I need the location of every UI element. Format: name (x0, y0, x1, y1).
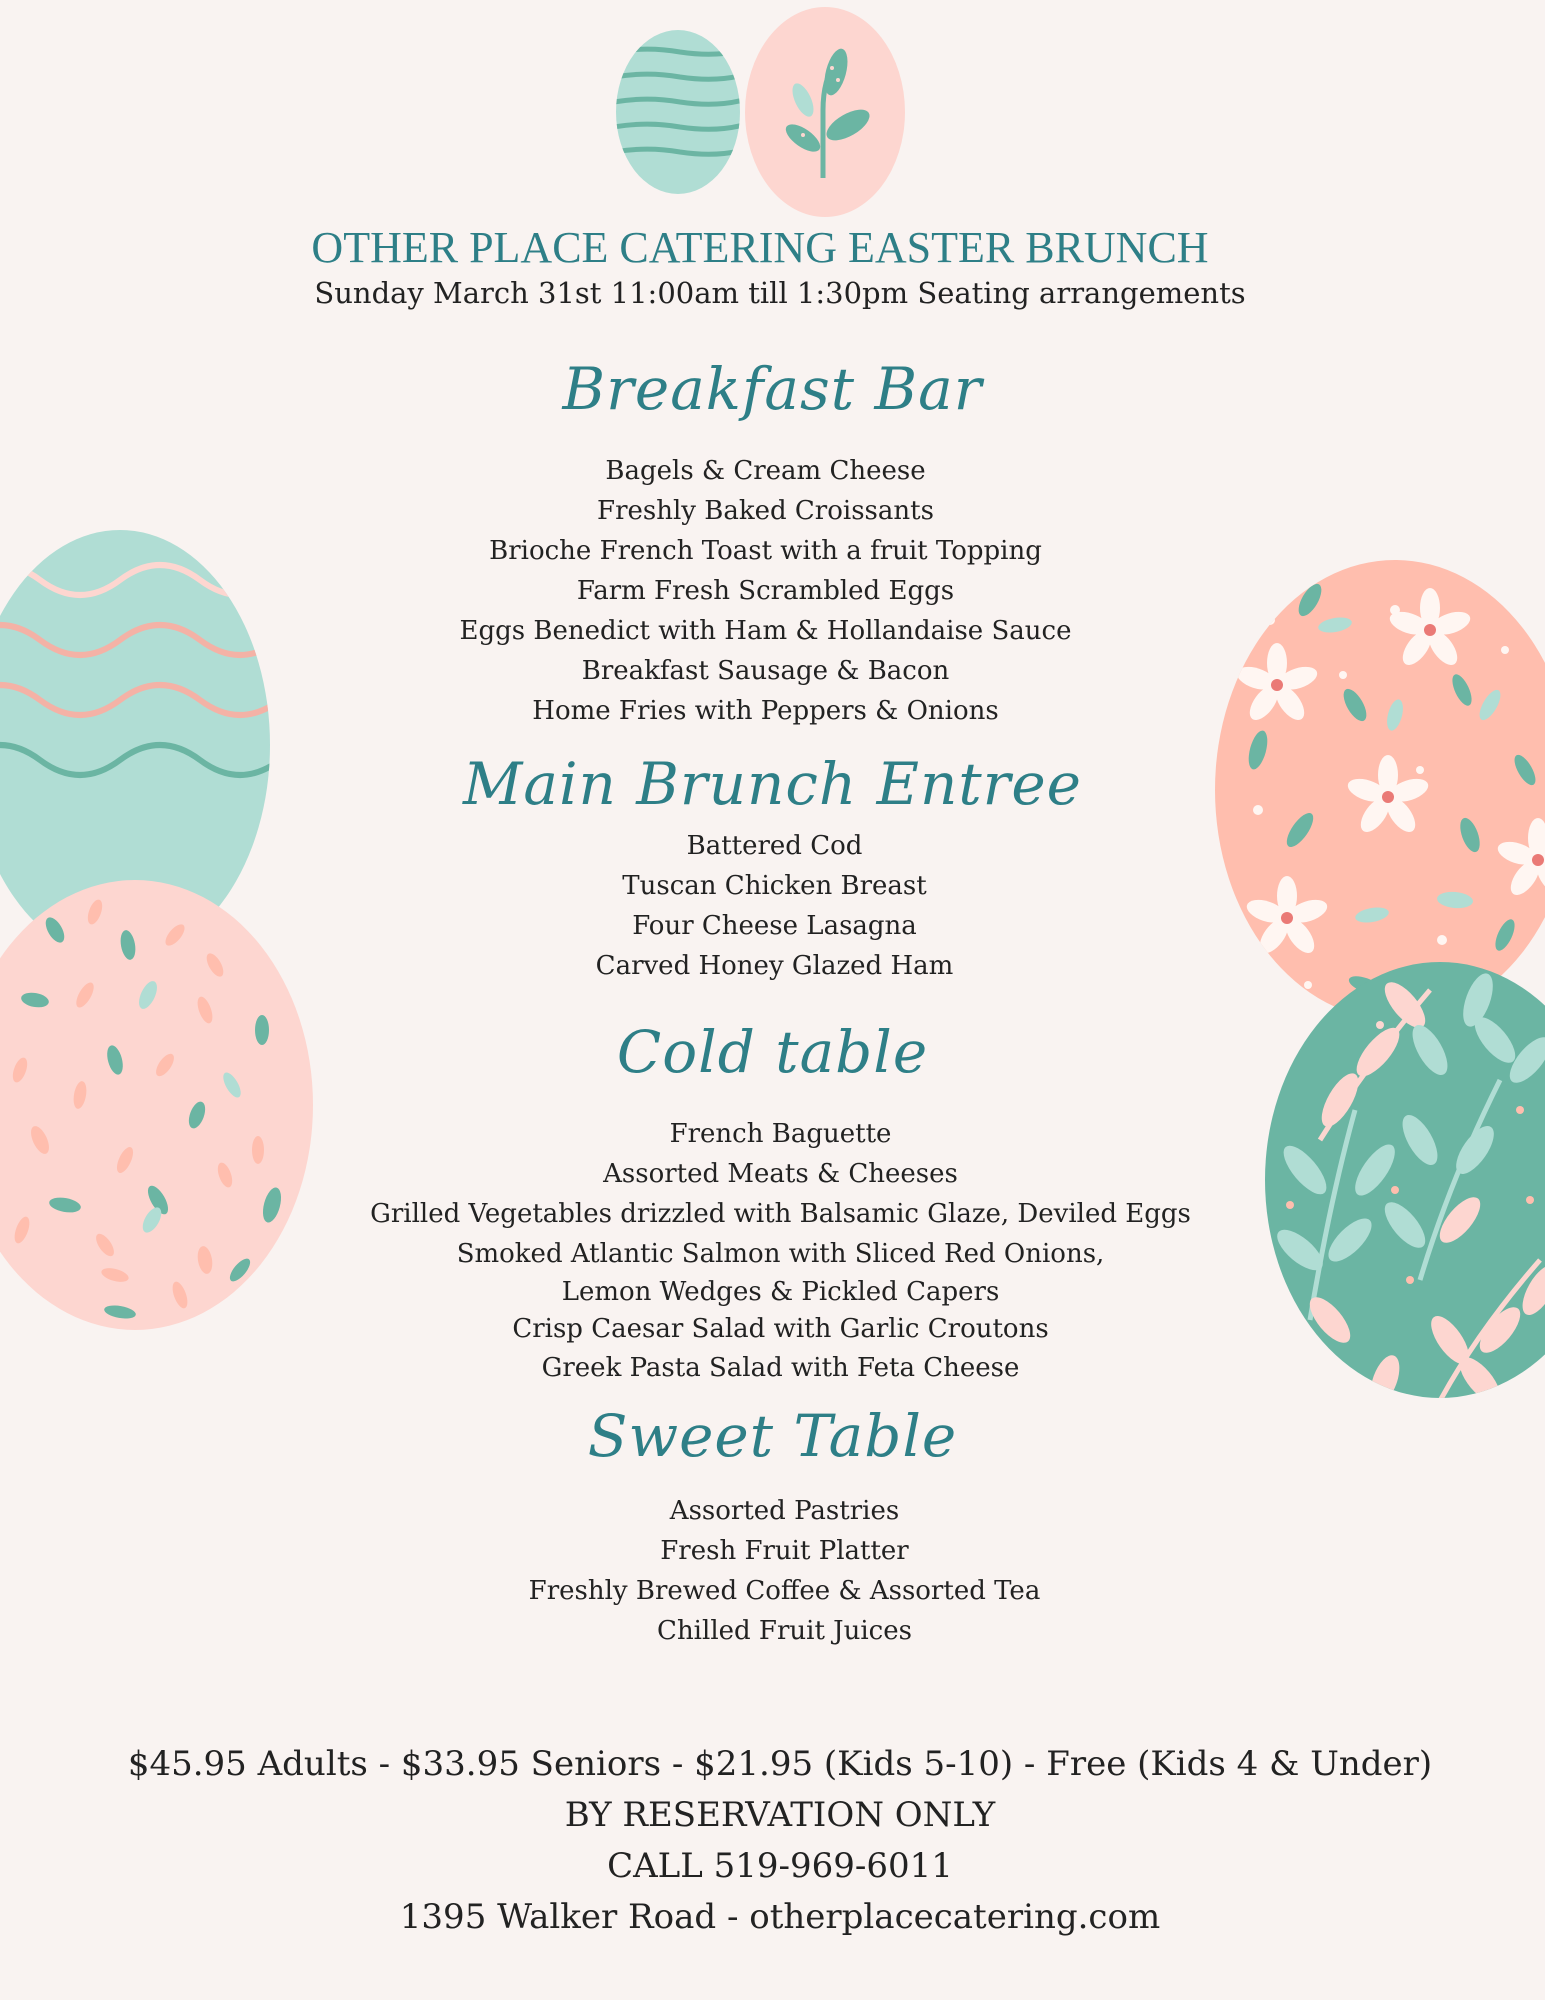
pricing-info: $45.95 Adults - $33.95 Seniors - $21.95 (Kids 5-10) - Free (Kids 4 & Under) (127, 1744, 1433, 1784)
list-item: Greek Pasta Salad with Feta Cheese (541, 1353, 1020, 1383)
cold-table-list (8, 1114, 1545, 1388)
list-item: Grilled Vegetables drizzled with Balsamic Glaze, Deviled Eggs (370, 1199, 1191, 1229)
main-brunch-entree-list (2, 826, 1545, 986)
list-item: Bagels & Cream Cheese (605, 456, 926, 486)
list-item: Freshly Baked Croissants (597, 496, 934, 526)
list-item: Chilled Fruit Juices (657, 1616, 912, 1646)
list-item: Breakfast Sausage & Bacon (581, 656, 950, 686)
list-item: Crisp Caesar Salad with Garlic Croutons (512, 1314, 1049, 1344)
section-heading-breakfast-bar: Breakfast Bar (562, 355, 983, 423)
page-title: OTHER PLACE CATERING EASTER BRUNCH (311, 223, 1209, 272)
list-item: Brioche French Toast with a fruit Topping (489, 536, 1042, 566)
list-item: Home Fries with Peppers & Onions (532, 696, 999, 726)
reservation-notice: BY RESERVATION ONLY (564, 1795, 996, 1835)
list-item: Assorted Pastries (669, 1496, 900, 1526)
address-website: 1395 Walker Road - otherplacecatering.com (399, 1897, 1161, 1937)
list-item: Tuscan Chicken Breast (622, 871, 927, 901)
section-heading-cold-table: Cold table (616, 1018, 929, 1086)
section-heading-sweet-table: Sweet Table (587, 1402, 958, 1470)
list-item: Carved Honey Glazed Ham (595, 951, 954, 981)
list-item: French Baguette (669, 1119, 892, 1149)
phone-number: CALL 519-969-6011 (607, 1846, 953, 1886)
list-item: Battered Cod (686, 831, 863, 861)
event-date-time: Sunday March 31st 11:00am till 1:30pm Seating arrangements (314, 276, 1246, 310)
list-item: Freshly Brewed Coffee & Assorted Tea (528, 1576, 1041, 1606)
list-item: Assorted Meats & Cheeses (603, 1159, 958, 1189)
list-item: Farm Fresh Scrambled Eggs (576, 576, 955, 606)
list-item: Lemon Wedges & Pickled Capers (561, 1277, 1000, 1307)
breakfast-bar-list (0, 451, 1538, 731)
list-item: Fresh Fruit Platter (660, 1536, 909, 1566)
section-heading-main-brunch-entree: Main Brunch Entree (462, 750, 1082, 818)
sweet-table-list (12, 1491, 1545, 1651)
list-item: Eggs Benedict with Ham & Hollandaise Sauce (459, 616, 1072, 646)
list-item: Smoked Atlantic Salmon with Sliced Red Onions, (456, 1239, 1105, 1269)
list-item: Four Cheese Lasagna (632, 911, 917, 941)
